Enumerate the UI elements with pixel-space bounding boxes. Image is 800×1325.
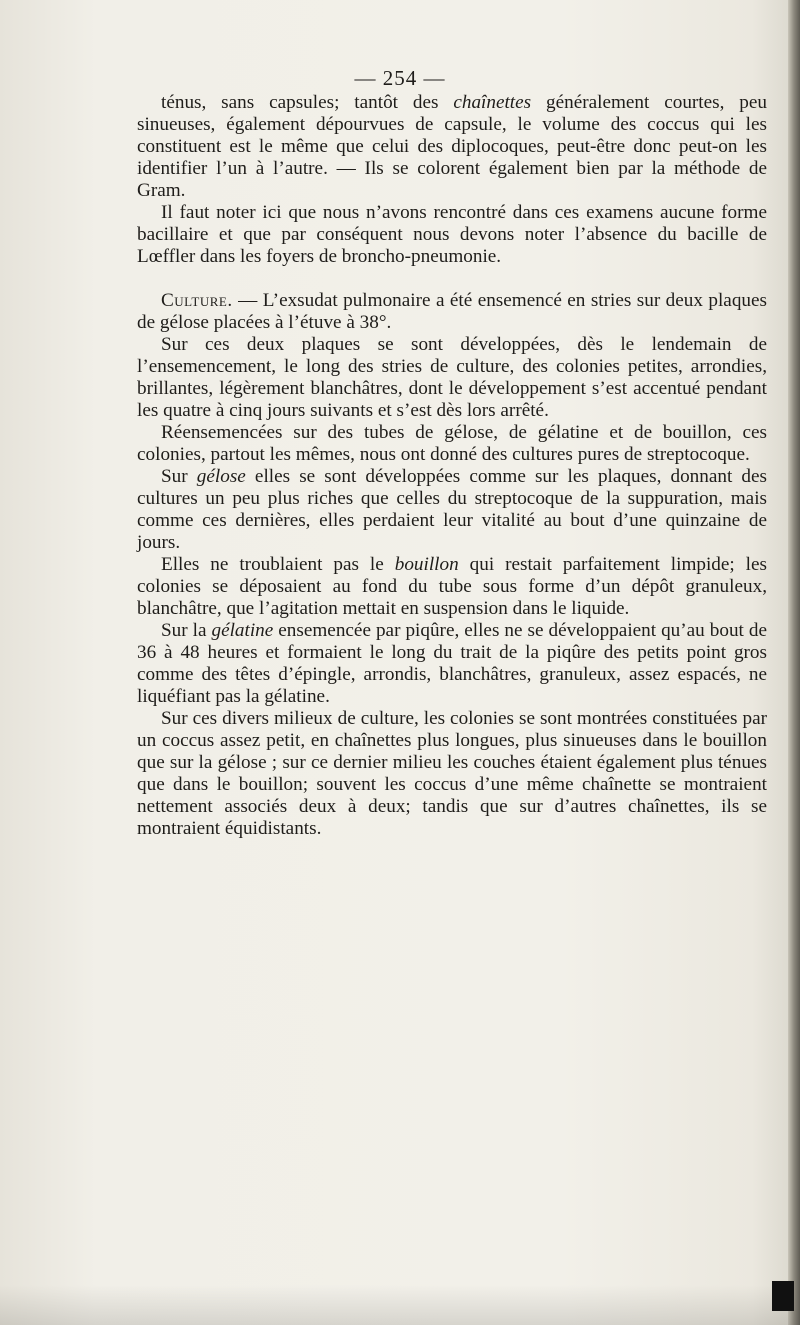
page-bottom-shadow [0,1285,800,1325]
text-segment: ensemencée par piqûre, elles ne se développaient qu’au bout de 36 à 48 heures et formaient le long du trait de la piqûre des petits point gros comme des têtes d’épingle, arrondis, blanchâtres, granuleux, assez espacés, ne liquéfiant pas la gélatine. [137,620,767,707]
text-segment: Réensemencées sur des tubes de gélose, de gélatine et de bouillon, ces colonies, partout les mêmes, nous ont donné des cultures pures de streptocoque. [137,422,767,465]
body-text [137,92,767,840]
text-segment: Sur [161,466,197,487]
paragraph [137,620,767,708]
text-segment: — L’exsudat pulmonaire a été ensemencé en stries sur deux plaques de gélose placées à l’étuve à 38°. [137,290,767,333]
paragraph [137,202,767,268]
text-segment: ténus, sans capsules; tantôt des [161,92,454,113]
text-segment: elles se sont développées comme sur les plaques, donnant des cultures un peu plus riches que celles du streptocoque de la suppuration, mais comme ces dernières, elles perdaient leur vitalité au bout d’une quinzaine de jours. [137,466,767,553]
paragraph [137,92,767,202]
italic-term: gélose [196,466,246,487]
paragraph [137,466,767,554]
paragraph [137,422,767,466]
text-segment: Sur ces deux plaques se sont développées, dès le lendemain de l’ensemencement, le long des stries de culture, des colonies petites, arrondies, brillantes, légèrement blanchâtres, dont le développement s’est accentué pendant les quatre à cinq jours suivants et s’est dès lors arrêté. [137,334,767,421]
paragraph [137,708,767,840]
paragraph [137,554,767,620]
text-segment: Sur la [161,620,212,641]
text-segment: généralement courtes, peu sinueuses, également dépourvues de capsule, le volume des coccus qui les constituent est le même que celui des diplocoques, peut-être donc peut-on les identifier l’un à l’autre. — Ils se colorent également bien par la méthode de Gram. [137,92,767,201]
paragraph [137,334,767,422]
page-number: — 254 — [354,66,446,90]
italic-term: chaînettes [453,92,532,113]
text-segment: Il faut noter ici que nous n’avons rencontré dans ces examens aucune forme bacillaire et que par conséquent nous devons noter l’absence du bacille de Lœffler dans les foyers de broncho-pneumonie. [137,202,767,267]
section-heading: Culture. [161,290,233,311]
italic-term: bouillon [394,554,459,575]
italic-term: gélatine [211,620,274,641]
corner-ink-mark [772,1281,794,1311]
paragraph [137,290,767,334]
text-segment: qui restait parfaitement limpide; les colonies se déposaient au fond du tube sous forme d’un dépôt granuleux, blanchâtre, que l’agitation mettait en suspension dans le liquide. [137,554,767,619]
text-segment: Sur ces divers milieux de culture, les colonies se sont montrées constituées par un coccus assez petit, en chaînettes plus longues, plus sinueuses dans le bouillon que sur la gélose ; sur ce dernier milieu les couches étaient également plus ténues que dans le bouillon; souvent les coccus d’une même chaînette se montraient nettement associés deux à deux; tandis que sur d’autres chaînettes, ils se montraient équidistants. [137,708,767,839]
book-spine-shadow [788,0,800,1325]
text-segment: Elles ne troublaient pas le [161,554,395,575]
